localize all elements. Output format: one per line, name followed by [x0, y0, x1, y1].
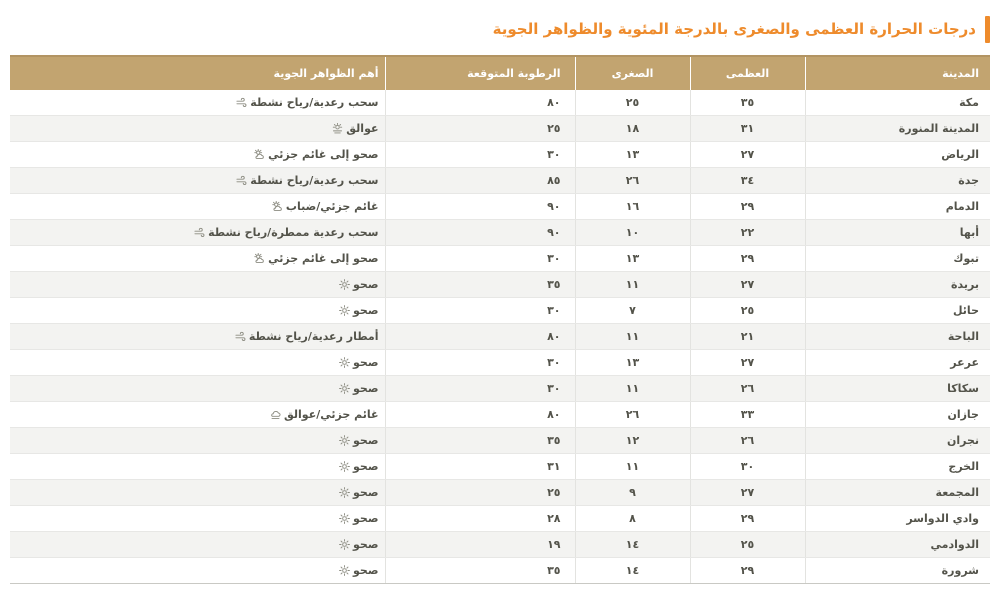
phenomena-cell: [10, 350, 385, 376]
max-temp-cell: ٢٥: [690, 532, 805, 558]
sun-cloud-icon: [254, 253, 265, 264]
phenomena-cell: [10, 324, 385, 350]
humidity-cell: ٣٠: [385, 298, 575, 324]
sun-icon: [339, 461, 350, 472]
min-temp-cell: ٩: [575, 480, 690, 506]
min-temp-cell: ٧: [575, 298, 690, 324]
phenomena-label: عوالق: [346, 122, 379, 135]
sun-icon: [339, 305, 350, 316]
max-temp-cell: ٢٧: [690, 272, 805, 298]
max-temp-cell: ٣٣: [690, 402, 805, 428]
max-temp-cell: ٢٢: [690, 220, 805, 246]
phenomena-label: أمطار رعدية/رياح نشطة: [248, 330, 379, 343]
phenomena-label: صحو: [353, 304, 379, 317]
table-row: [10, 272, 990, 298]
phenomena-cell: [10, 272, 385, 298]
min-temp-cell: ١١: [575, 272, 690, 298]
city-cell: بريدة: [805, 272, 990, 298]
phenomena-label: صحو: [353, 486, 379, 499]
max-temp-cell: ٢٥: [690, 298, 805, 324]
max-temp-cell: ٣٥: [690, 90, 805, 116]
table-row: [10, 558, 990, 584]
phenomena-cell: [10, 376, 385, 402]
col-header-min-temp: الصغرى: [575, 56, 690, 90]
table-row: [10, 324, 990, 350]
min-temp-cell: ٢٥: [575, 90, 690, 116]
sun-icon: [339, 539, 350, 550]
table-row: [10, 194, 990, 220]
phenomena-label: غائم جزئي/ضباب: [285, 200, 379, 213]
col-header-city: المدينة: [805, 56, 990, 90]
max-temp-cell: ٣١: [690, 116, 805, 142]
phenomena-label: صحو: [353, 564, 379, 577]
wind-icon: [236, 175, 247, 186]
humidity-cell: ٣٥: [385, 428, 575, 454]
phenomena-cell: [10, 246, 385, 272]
city-cell: الرياض: [805, 142, 990, 168]
min-temp-cell: ١١: [575, 454, 690, 480]
page-title: درجات الحرارة العظمى والصغرى بالدرجة المئوية والظواهر الجوية: [492, 20, 976, 38]
max-temp-cell: ٢٧: [690, 480, 805, 506]
min-temp-cell: ١١: [575, 376, 690, 402]
wind-icon: [235, 331, 246, 342]
sun-icon: [339, 383, 350, 394]
phenomena-cell: [10, 480, 385, 506]
city-cell: وادي الدواسر: [805, 506, 990, 532]
sun-cloud-icon: [272, 201, 283, 212]
city-cell: المدينة المنورة: [805, 116, 990, 142]
phenomena-label: صحو: [353, 538, 379, 551]
humidity-cell: ٢٨: [385, 506, 575, 532]
phenomena-label: سحب رعدية/رياح نشطة: [250, 174, 379, 187]
sun-icon: [339, 435, 350, 446]
table-row: [10, 90, 990, 116]
table-header-row: [10, 56, 990, 90]
humidity-cell: ٨٠: [385, 402, 575, 428]
table-row: [10, 116, 990, 142]
phenomena-label: صحو إلى غائم جزئي: [268, 148, 379, 161]
humidity-cell: ٣٠: [385, 246, 575, 272]
table-row: [10, 480, 990, 506]
phenomena-cell: [10, 558, 385, 584]
min-temp-cell: ١١: [575, 324, 690, 350]
weather-table: [10, 55, 990, 584]
humidity-cell: ٢٥: [385, 116, 575, 142]
min-temp-cell: ١٤: [575, 558, 690, 584]
min-temp-cell: ١٣: [575, 142, 690, 168]
min-temp-cell: ١٢: [575, 428, 690, 454]
table-row: [10, 298, 990, 324]
phenomena-cell: [10, 116, 385, 142]
phenomena-label: سحب رعدية/رياح نشطة: [250, 96, 379, 109]
sun-cloud-icon: [254, 149, 265, 160]
max-temp-cell: ٢٩: [690, 246, 805, 272]
city-cell: الدوادمي: [805, 532, 990, 558]
city-cell: أبها: [805, 220, 990, 246]
table-row: [10, 532, 990, 558]
wind-icon: [236, 97, 247, 108]
table-row: [10, 506, 990, 532]
table-row: [10, 454, 990, 480]
sun-icon: [339, 513, 350, 524]
city-cell: عرعر: [805, 350, 990, 376]
sun-icon: [339, 487, 350, 498]
phenomena-cell: [10, 506, 385, 532]
min-temp-cell: ٢٦: [575, 168, 690, 194]
min-temp-cell: ١٠: [575, 220, 690, 246]
table-row: [10, 220, 990, 246]
phenomena-cell: [10, 90, 385, 116]
phenomena-label: صحو: [353, 512, 379, 525]
max-temp-cell: ٣٠: [690, 454, 805, 480]
phenomena-cell: [10, 402, 385, 428]
max-temp-cell: ٢٦: [690, 376, 805, 402]
sun-icon: [339, 565, 350, 576]
col-header-phenomena: أهم الظواهر الجوية: [10, 56, 385, 90]
phenomena-cell: [10, 168, 385, 194]
max-temp-cell: ٢٧: [690, 142, 805, 168]
humidity-cell: ٣٥: [385, 272, 575, 298]
table-row: [10, 168, 990, 194]
humidity-cell: ٣٠: [385, 350, 575, 376]
phenomena-cell: [10, 220, 385, 246]
humidity-cell: ٩٠: [385, 220, 575, 246]
table-row: [10, 376, 990, 402]
city-cell: تبوك: [805, 246, 990, 272]
max-temp-cell: ٢٩: [690, 194, 805, 220]
table-body: [10, 90, 990, 584]
humidity-cell: ٣١: [385, 454, 575, 480]
table-row: [10, 402, 990, 428]
phenomena-label: صحو: [353, 434, 379, 447]
max-temp-cell: ٢٦: [690, 428, 805, 454]
sun-icon: [339, 279, 350, 290]
phenomena-cell: [10, 532, 385, 558]
max-temp-cell: ٢٩: [690, 506, 805, 532]
city-cell: جدة: [805, 168, 990, 194]
city-cell: نجران: [805, 428, 990, 454]
page-title-row: [10, 14, 990, 44]
min-temp-cell: ١٣: [575, 350, 690, 376]
phenomena-cell: [10, 454, 385, 480]
city-cell: شرورة: [805, 558, 990, 584]
city-cell: المجمعة: [805, 480, 990, 506]
city-cell: الخرج: [805, 454, 990, 480]
min-temp-cell: ١٨: [575, 116, 690, 142]
cloud-haze-icon: [270, 409, 281, 420]
table-row: [10, 428, 990, 454]
phenomena-cell: [10, 142, 385, 168]
min-temp-cell: ٨: [575, 506, 690, 532]
max-temp-cell: ٣٤: [690, 168, 805, 194]
humidity-cell: ٨٥: [385, 168, 575, 194]
table-row: [10, 142, 990, 168]
max-temp-cell: ٢٩: [690, 558, 805, 584]
humidity-cell: ٣٥: [385, 558, 575, 584]
col-header-humidity: الرطوبة المتوقعة: [385, 56, 575, 90]
humidity-cell: ٣٠: [385, 376, 575, 402]
city-cell: الدمام: [805, 194, 990, 220]
humidity-cell: ٩٠: [385, 194, 575, 220]
wind-icon: [194, 227, 205, 238]
phenomena-label: صحو: [353, 382, 379, 395]
phenomena-label: غائم جزئي/عوالق: [283, 408, 379, 421]
city-cell: مكة: [805, 90, 990, 116]
min-temp-cell: ١٣: [575, 246, 690, 272]
phenomena-label: سحب رعدية ممطرة/رياح نشطة: [208, 226, 379, 239]
sun-haze-icon: [332, 123, 343, 134]
phenomena-cell: [10, 428, 385, 454]
min-temp-cell: ٢٦: [575, 402, 690, 428]
table-row: [10, 246, 990, 272]
min-temp-cell: ١٤: [575, 532, 690, 558]
phenomena-cell: [10, 298, 385, 324]
city-cell: الباحة: [805, 324, 990, 350]
min-temp-cell: ١٦: [575, 194, 690, 220]
col-header-max-temp: العظمى: [690, 56, 805, 90]
humidity-cell: ٨٠: [385, 90, 575, 116]
max-temp-cell: ٢١: [690, 324, 805, 350]
table-row: [10, 350, 990, 376]
humidity-cell: ٨٠: [385, 324, 575, 350]
humidity-cell: ٣٠: [385, 142, 575, 168]
title-accent-bar: [985, 16, 990, 43]
city-cell: جازان: [805, 402, 990, 428]
max-temp-cell: ٢٧: [690, 350, 805, 376]
city-cell: حائل: [805, 298, 990, 324]
city-cell: سكاكا: [805, 376, 990, 402]
phenomena-label: صحو إلى غائم جزئي: [268, 252, 379, 265]
humidity-cell: ١٩: [385, 532, 575, 558]
phenomena-label: صحو: [353, 278, 379, 291]
phenomena-cell: [10, 194, 385, 220]
phenomena-label: صحو: [353, 356, 379, 369]
phenomena-label: صحو: [353, 460, 379, 473]
humidity-cell: ٢٥: [385, 480, 575, 506]
sun-icon: [339, 357, 350, 368]
